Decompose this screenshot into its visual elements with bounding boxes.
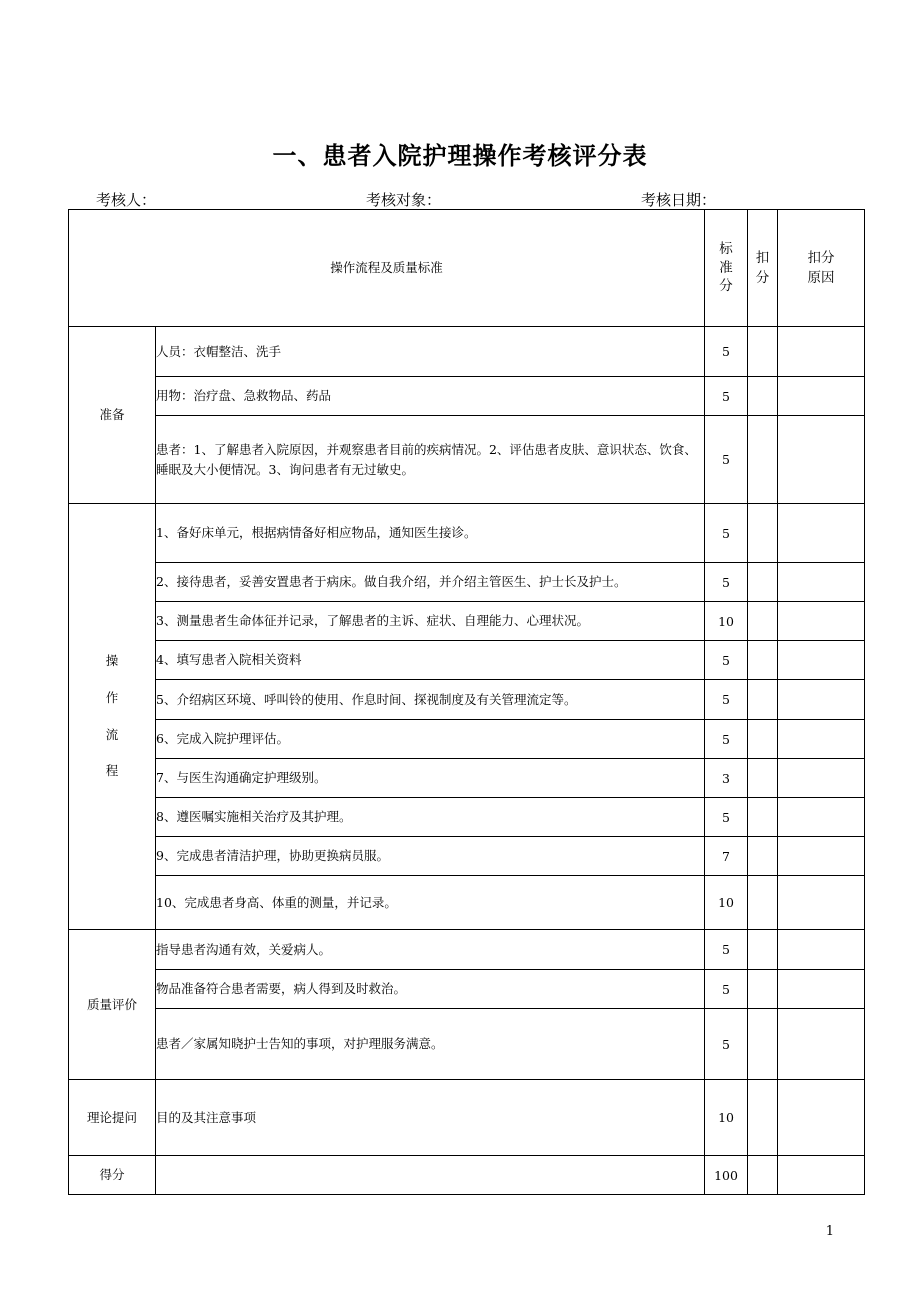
table-row: [69, 377, 865, 416]
reason-cell: [778, 930, 865, 970]
reason-cell: [778, 377, 865, 416]
header-standard-score: [705, 210, 748, 327]
score-table: [68, 209, 865, 1195]
total-label: 得分: [69, 1156, 156, 1195]
table-row: [69, 602, 865, 641]
table-row: [69, 930, 865, 970]
total-score: 100: [705, 1156, 748, 1195]
header-standard-score-text: 标准分: [719, 240, 733, 295]
deduction-cell: [748, 1156, 778, 1195]
item-score: 10: [705, 876, 748, 930]
reason-cell: [778, 416, 865, 504]
item-text: 2、接待患者，妥善安置患者于病床。做自我介绍，并介绍主管医生、护士长及护士。: [156, 563, 705, 602]
deduction-cell: [748, 602, 778, 641]
table-row: [69, 327, 865, 377]
item-score: 5: [705, 970, 748, 1009]
item-text: 5、介绍病区环境、呼叫铃的使用、作息时间、探视制度及有关管理流定等。: [156, 680, 705, 720]
deduction-cell: [748, 837, 778, 876]
deduction-cell: [748, 327, 778, 377]
table-row: [69, 837, 865, 876]
deduction-cell: [748, 720, 778, 759]
item-score: 3: [705, 759, 748, 798]
reason-cell: [778, 504, 865, 563]
item-score: 5: [705, 680, 748, 720]
reason-cell: [778, 563, 865, 602]
item-text: 指导患者沟通有效，关爱病人。: [156, 930, 705, 970]
deduction-cell: [748, 680, 778, 720]
assessor-label: 考核人：: [96, 191, 157, 209]
item-score: 5: [705, 720, 748, 759]
item-score: 5: [705, 641, 748, 680]
table-row: [69, 970, 865, 1009]
table-row: [69, 798, 865, 837]
item-text: 1、备好床单元，根据病情备好相应物品，通知医生接诊。: [156, 504, 705, 563]
deduction-cell: [748, 1080, 778, 1156]
reason-cell: [778, 602, 865, 641]
table-row: [69, 504, 865, 563]
item-text: 患者／家属知晓护士告知的事项，对护理服务满意。: [156, 1009, 705, 1080]
deduction-cell: [748, 930, 778, 970]
page-title: 一、患者入院护理操作考核评分表: [272, 142, 648, 170]
item-score: 5: [705, 377, 748, 416]
reason-cell: [778, 1080, 865, 1156]
deduction-cell: [748, 1009, 778, 1080]
section-label-operation-text: 操作流程: [105, 652, 119, 779]
item-text: 用物：治疗盘、急救物品、药品: [156, 377, 705, 416]
header-deduction-reason-text: 扣分原因: [807, 249, 835, 286]
item-text: 7、与医生沟通确定护理级别。: [156, 759, 705, 798]
header-deduction: [748, 210, 778, 327]
header-criteria: 操作流程及质量标准: [69, 210, 705, 327]
item-score: 10: [705, 1080, 748, 1156]
item-text: 10、完成患者身高、体重的测量，并记录。: [156, 876, 705, 930]
item-score: 10: [705, 602, 748, 641]
reason-cell: [778, 837, 865, 876]
table-row: [69, 1080, 865, 1156]
table-row: [69, 680, 865, 720]
deduction-cell: [748, 504, 778, 563]
item-text: 患者：1、了解患者入院原因，并观察患者目前的疾病情况。2、评估患者皮肤、意识状态、饮食、睡眠及大小便情况。3、询问患者有无过敏史。: [156, 416, 705, 504]
item-text: 9、完成患者清洁护理，协助更换病员服。: [156, 837, 705, 876]
section-label-operation: [69, 504, 156, 930]
reason-cell: [778, 327, 865, 377]
item-text: 8、遵医嘱实施相关治疗及其护理。: [156, 798, 705, 837]
table-row: [69, 720, 865, 759]
deduction-cell: [748, 563, 778, 602]
item-score: 5: [705, 563, 748, 602]
total-empty-cell: [156, 1156, 705, 1195]
reason-cell: [778, 876, 865, 930]
header-deduction-text: 扣分: [755, 249, 770, 286]
reason-cell: [778, 1009, 865, 1080]
table-row: [69, 759, 865, 798]
table-row: [69, 876, 865, 930]
item-score: 5: [705, 1009, 748, 1080]
reason-cell: [778, 759, 865, 798]
item-text: 6、完成入院护理评估。: [156, 720, 705, 759]
table-row: [69, 1009, 865, 1080]
reason-cell: [778, 720, 865, 759]
item-text: 3、测量患者生命体征并记录，了解患者的主诉、症状、自理能力、心理状况。: [156, 602, 705, 641]
item-score: 5: [705, 798, 748, 837]
item-score: 7: [705, 837, 748, 876]
total-row: [69, 1156, 865, 1195]
deduction-cell: [748, 798, 778, 837]
reason-cell: [778, 970, 865, 1009]
table-row: [69, 416, 865, 504]
table-row: [69, 563, 865, 602]
item-score: 5: [705, 327, 748, 377]
page-number: 1: [825, 1224, 834, 1239]
reason-cell: [778, 641, 865, 680]
date-label: 考核日期：: [641, 191, 717, 209]
reason-cell: [778, 680, 865, 720]
section-label-theory: 理论提问: [69, 1080, 156, 1156]
deduction-cell: [748, 876, 778, 930]
item-text: 4、填写患者入院相关资料: [156, 641, 705, 680]
item-text: 物品准备符合患者需要，病人得到及时救治。: [156, 970, 705, 1009]
item-score: 5: [705, 416, 748, 504]
deduction-cell: [748, 377, 778, 416]
deduction-cell: [748, 416, 778, 504]
deduction-cell: [748, 759, 778, 798]
reason-cell: [778, 1156, 865, 1195]
section-label-preparation: 准备: [69, 327, 156, 504]
header-row: [69, 210, 865, 327]
subject-label: 考核对象：: [366, 191, 442, 209]
header-deduction-reason: [778, 210, 865, 327]
item-text: 目的及其注意事项: [156, 1080, 705, 1156]
deduction-cell: [748, 641, 778, 680]
section-label-quality: 质量评价: [69, 930, 156, 1080]
item-score: 5: [705, 930, 748, 970]
reason-cell: [778, 798, 865, 837]
item-score: 5: [705, 504, 748, 563]
deduction-cell: [748, 970, 778, 1009]
table-row: [69, 641, 865, 680]
item-text: 人员：衣帽整洁、洗手: [156, 327, 705, 377]
